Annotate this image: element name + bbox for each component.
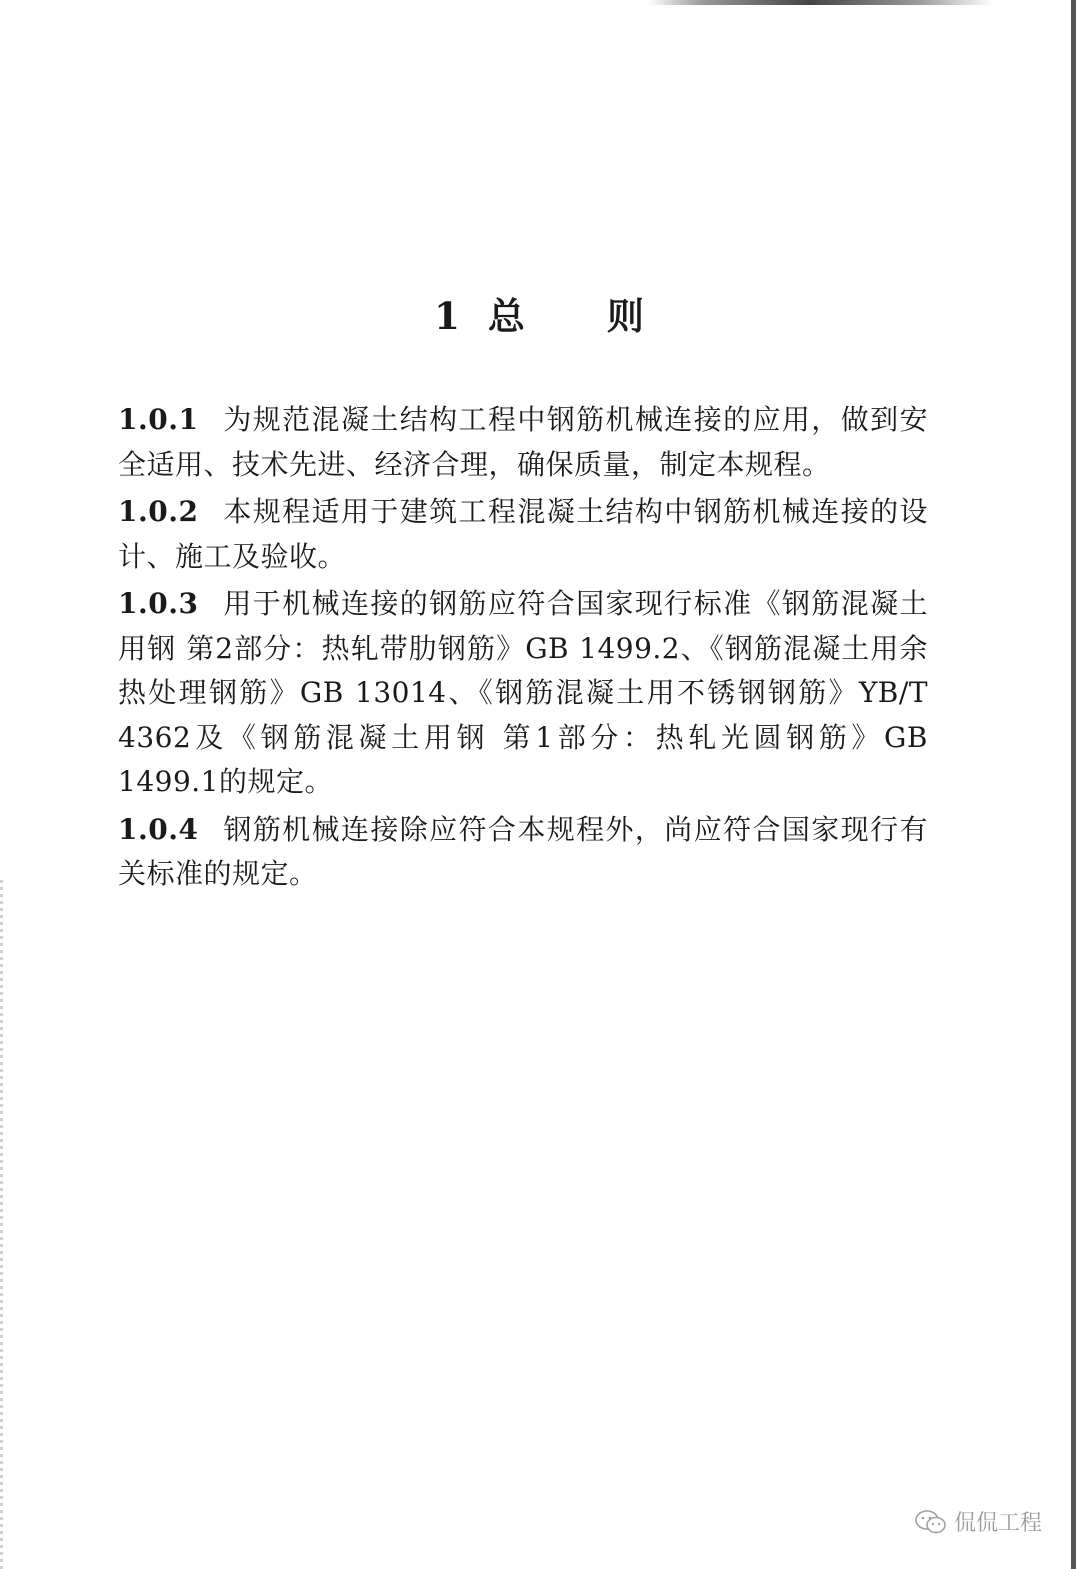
- watermark: [914, 1506, 1042, 1537]
- scan-right-edge: [1071, 0, 1076, 1569]
- chapter-number: 1: [434, 294, 462, 338]
- chapter-title-part1: 总: [487, 294, 527, 338]
- clause-number: 1.0.3: [118, 587, 199, 620]
- chapter-title-part2: 则: [606, 294, 646, 338]
- clause-1-0-1: [118, 398, 928, 487]
- scan-left-edge: [0, 880, 3, 1569]
- scan-top-edge: [0, 0, 1080, 5]
- clause-text: 为规范混凝土结构工程中钢筋机械连接的应用，做到安全适用、技术先进、经济合理，确保质量，制定本规程。: [118, 403, 928, 481]
- clause-number: 1.0.2: [118, 495, 199, 528]
- clause-list: [118, 398, 928, 900]
- chapter-title: [0, 286, 1080, 340]
- clause-1-0-4: [118, 808, 928, 897]
- wechat-icon: [914, 1509, 948, 1535]
- clause-text: 用于机械连接的钢筋应符合国家现行标准《钢筋混凝土用钢 第2部分：热轧带肋钢筋》GB 1499.2、《钢筋混凝土用余热处理钢筋》GB 13014、《钢筋混凝土用不锈钢钢筋》YB/T 4362及《钢筋混凝土用钢 第1部分：热轧光圆钢筋》GB 1499.1的规定。: [118, 587, 928, 798]
- watermark-text: 侃侃工程: [953, 1511, 1042, 1536]
- clause-text: 钢筋机械连接除应符合本规程外，尚应符合国家现行有关标准的规定。: [118, 812, 928, 890]
- clause-number: 1.0.4: [118, 812, 199, 846]
- clause-1-0-2: [118, 490, 928, 579]
- clause-number: 1.0.1: [118, 403, 199, 436]
- clause-text: 本规程适用于建筑工程混凝土结构中钢筋机械连接的设计、施工及验收。: [118, 495, 928, 573]
- clause-1-0-3: [118, 582, 928, 805]
